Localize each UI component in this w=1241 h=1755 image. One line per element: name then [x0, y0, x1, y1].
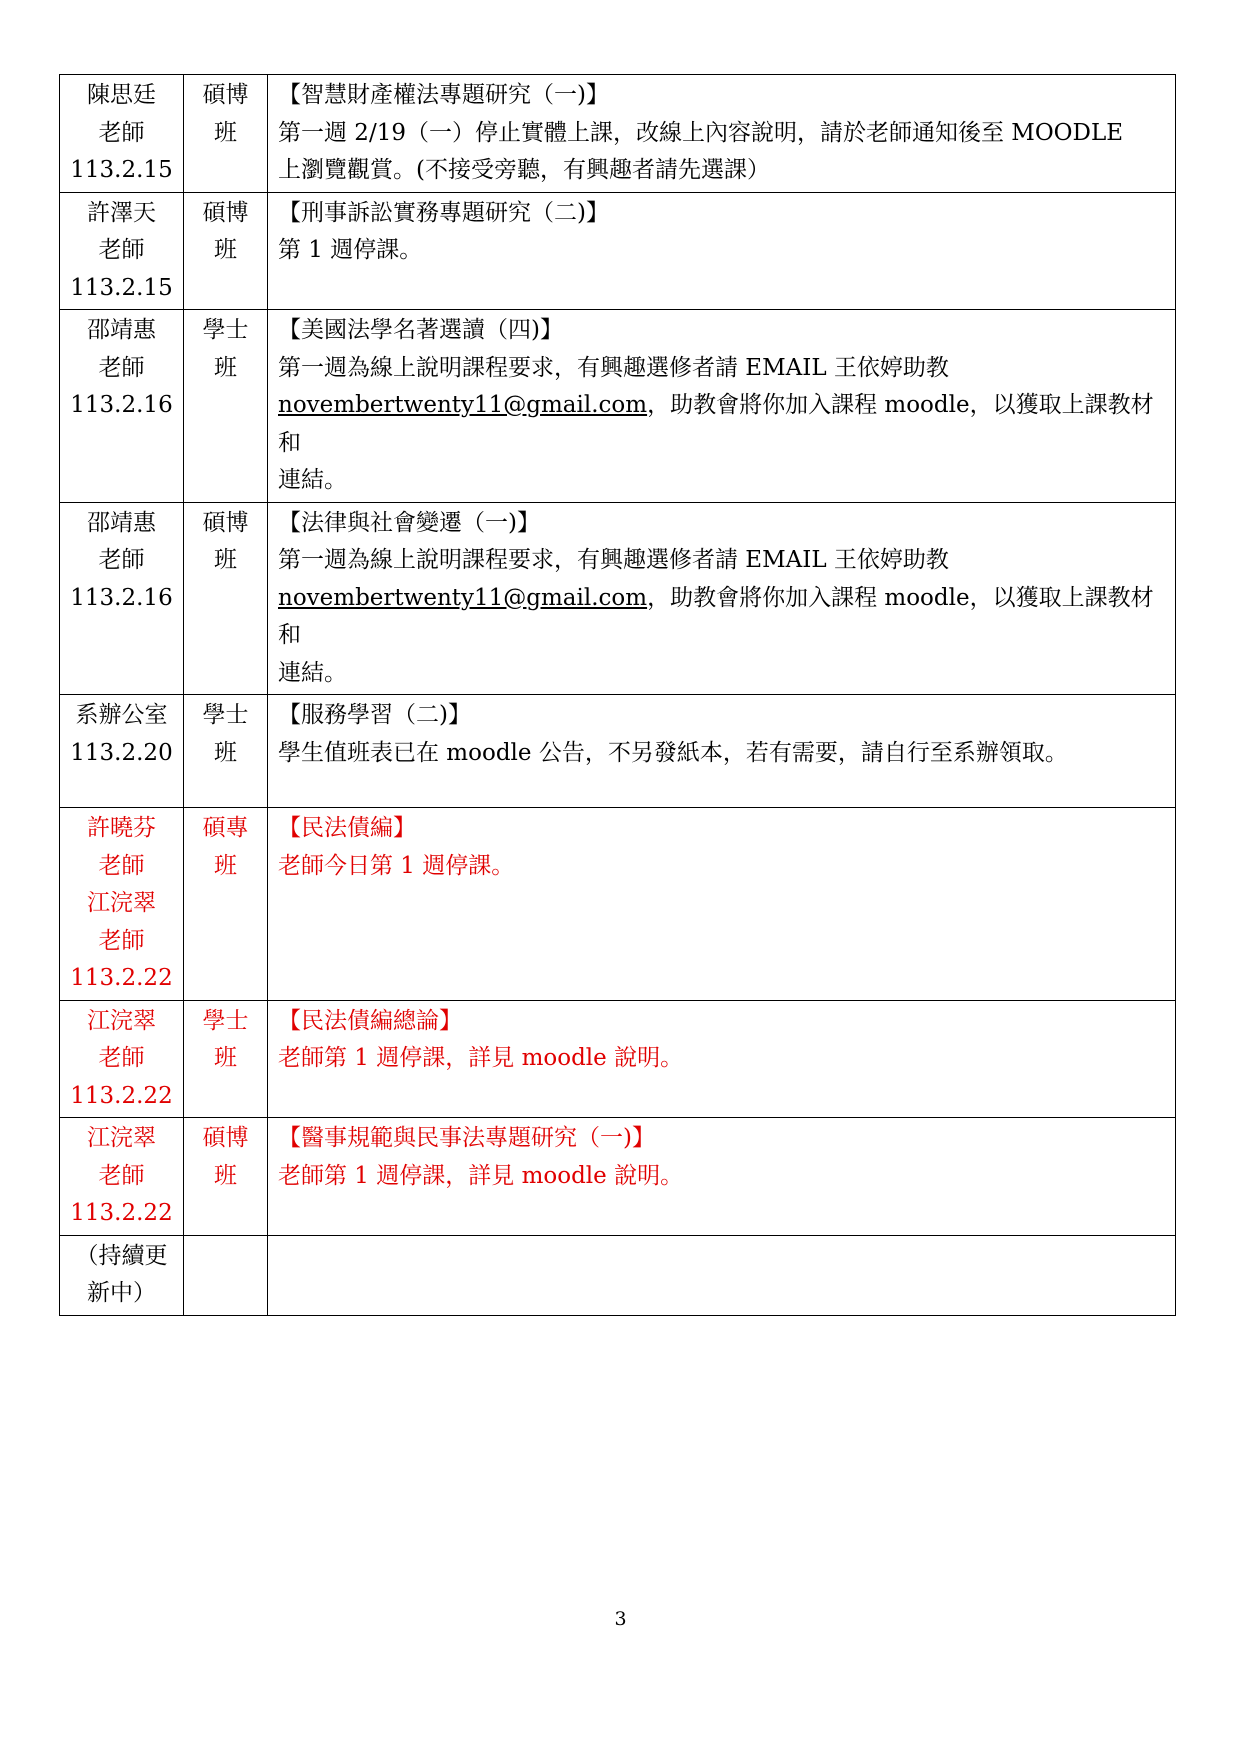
class-cell: 碩博 班 [184, 502, 268, 695]
class-cell: 碩博 班 [184, 1118, 268, 1236]
content-cell [268, 1235, 1176, 1315]
content-line: 老師第 1 週停課，詳見 moodle 說明。 [278, 1162, 684, 1189]
teacher-cell: 系辦公室 113.2.20 [60, 695, 184, 808]
content-cell [268, 310, 1176, 503]
content-line: 連結。 [278, 467, 347, 493]
email-link[interactable]: novembertwenty11@gmail.com [278, 584, 648, 611]
course-title: 【服務學習（二)】 [278, 702, 471, 728]
table-row [60, 695, 1176, 808]
content-line: 第 1 週停課。 [278, 237, 423, 263]
content-line: 第一週為線上說明課程要求，有興趣選修者請 EMAIL 王依婷助教 [278, 547, 949, 573]
table-row [60, 192, 1176, 310]
class-cell: 學士 班 [184, 310, 268, 503]
table-row [60, 310, 1176, 503]
class-cell: 學士 班 [184, 695, 268, 808]
teacher-cell: 江浣翠 老師 113.2.22 [60, 1118, 184, 1236]
content-cell [268, 808, 1176, 1001]
table-row [60, 75, 1176, 193]
course-title: 【法律與社會變遷（一)】 [278, 509, 540, 536]
class-cell: 碩博 班 [184, 192, 268, 310]
teacher-cell: 陳思廷 老師 113.2.15 [60, 75, 184, 193]
content-line: 第一週 2/19（一）停止實體上課，改線上內容說明，請於老師通知後至 MOODLE [278, 119, 1124, 146]
content-cell [268, 1000, 1176, 1118]
content-line: 連結。 [278, 659, 347, 686]
course-title: 【刑事訴訟實務專題研究（二)】 [278, 199, 609, 226]
content-cell [268, 75, 1176, 193]
teacher-cell: 許澤天 老師 113.2.15 [60, 192, 184, 310]
teacher-cell: 邵靖惠 老師 113.2.16 [60, 502, 184, 695]
course-title: 【美國法學名著選讀（四)】 [278, 317, 563, 343]
table-row [60, 1235, 1176, 1315]
content-cell [268, 1118, 1176, 1236]
class-cell: 碩博 班 [184, 75, 268, 193]
page-number: 3 [614, 1608, 627, 1630]
content-line: 學生值班表已在 moodle 公告，不另發紙本，若有需要，請自行至系辦領取。 [278, 739, 1068, 766]
teacher-cell: 許曉芬 老師 江浣翠 老師 113.2.22 [60, 808, 184, 1001]
course-title: 【民法債編】 [278, 815, 416, 841]
content-cell [268, 192, 1176, 310]
teacher-cell: 邵靖惠 老師 113.2.16 [60, 310, 184, 503]
table-row [60, 808, 1176, 1001]
content-line: 老師第 1 週停課，詳見 moodle 說明。 [278, 1045, 684, 1071]
course-title: 【醫事規範與民事法專題研究（一)】 [278, 1125, 655, 1151]
table-row [60, 1000, 1176, 1118]
course-title: 【民法債編總論】 [278, 1007, 462, 1034]
teacher-cell: （持續更 新中） [60, 1235, 184, 1315]
content-line: 老師今日第 1 週停課。 [278, 852, 515, 879]
teacher-cell: 江浣翠 老師 113.2.22 [60, 1000, 184, 1118]
content-line: 第一週為線上說明課程要求，有興趣選修者請 EMAIL 王依婷助教 [278, 354, 949, 381]
table-row [60, 1118, 1176, 1236]
class-cell [184, 1235, 268, 1315]
announcement-table [59, 74, 1176, 1316]
table-row [60, 502, 1176, 695]
email-link[interactable]: novembertwenty11@gmail.com [278, 392, 648, 418]
course-title: 【智慧財產權法專題研究（一)】 [278, 82, 609, 108]
content-line: novembertwenty11@gmail.com，助教會將你加入課程 moodle，以獲取上課教材和 [278, 392, 1154, 456]
class-cell: 碩專 班 [184, 808, 268, 1001]
class-cell: 學士 班 [184, 1000, 268, 1118]
content-cell [268, 695, 1176, 808]
content-cell [268, 502, 1176, 695]
content-line: 上瀏覽觀賞。(不接受旁聽，有興趣者請先選課） [278, 157, 770, 183]
content-line: novembertwenty11@gmail.com，助教會將你加入課程 moodle，以獲取上課教材和 [278, 584, 1154, 648]
